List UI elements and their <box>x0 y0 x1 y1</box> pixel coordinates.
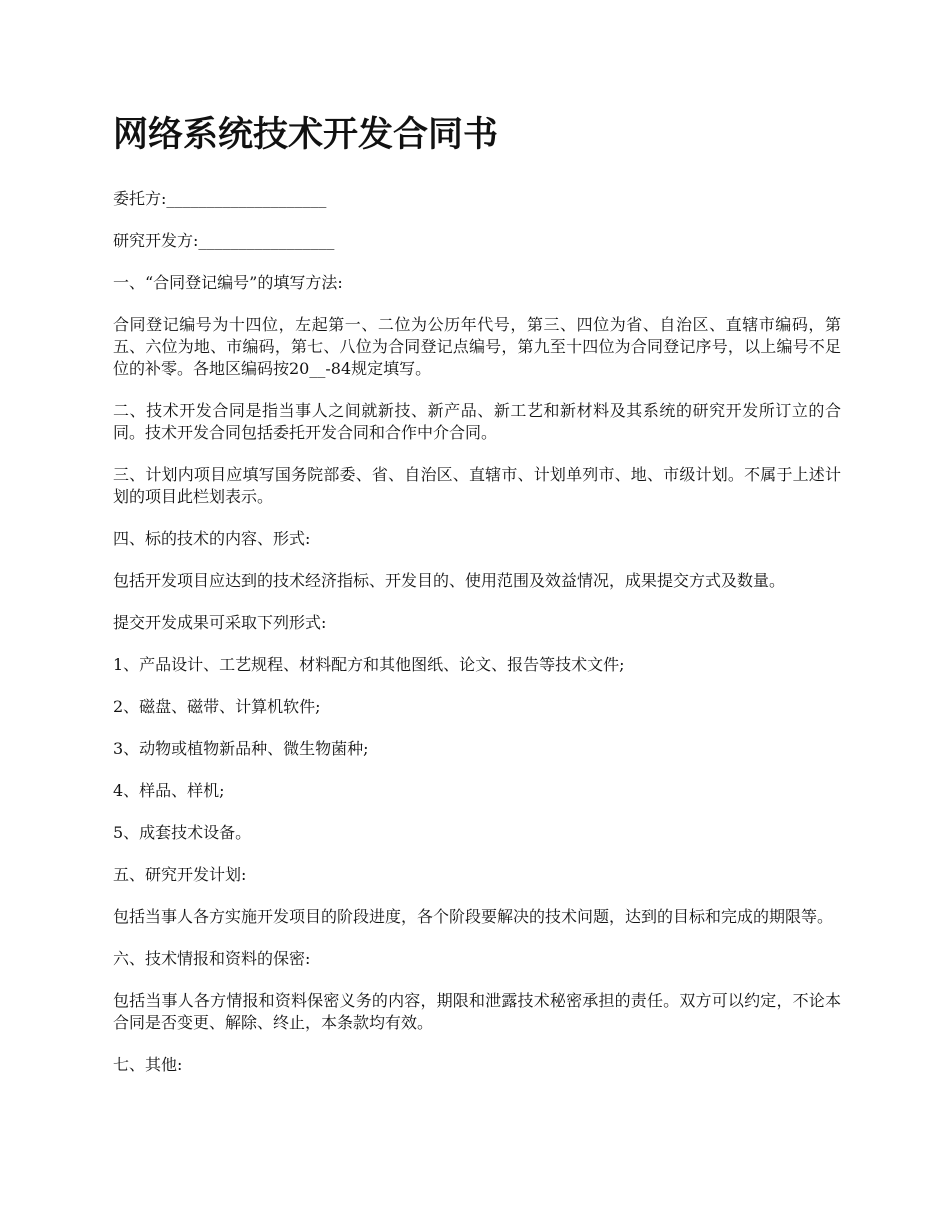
list-item: 1、产品设计、工艺规程、材料配方和其他图纸、论文、报告等技术文件; <box>113 655 625 674</box>
document-body <box>113 188 841 1076</box>
document-title: 网络系统技术开发合同书 <box>113 115 499 155</box>
paragraph: 合同登记编号为十四位，左起第一、二位为公历年代号，第三、四位为省、自治区、直辖市编码，第五、六位为地、市编码，第七、八位为合同登记点编号，第九至十四位为合同登记序号，以上编号不足位的补零。各地区编码按20__-84规定填写。 <box>113 315 841 378</box>
list-item: 5、成套技术设备。 <box>113 823 252 842</box>
section-heading: 七、其他: <box>113 1055 183 1074</box>
section-heading: 一、“合同登记编号”的填写方法: <box>113 273 343 292</box>
section-heading: 四、标的技术的内容、形式: <box>113 529 311 548</box>
list-item: 4、样品、样机; <box>113 781 225 800</box>
paragraph: 包括开发项目应达到的技术经济指标、开发目的、使用范围及效益情况，成果提交方式及数量。 <box>113 571 786 590</box>
paragraph: 包括当事人各方实施开发项目的阶段进度，各个阶段要解决的技术问题，达到的目标和完成的期限等。 <box>113 907 834 926</box>
list-item: 2、磁盘、磁带、计算机软件; <box>113 697 321 716</box>
paragraph: 二、技术开发合同是指当事人之间就新技、新产品、新工艺和新材料及其系统的研究开发所订立的合同。技术开发合同包括委托开发合同和合作中介合同。 <box>113 401 841 442</box>
paragraph: 三、计划内项目应填写国务院部委、省、自治区、直辖市、计划单列市、地、市级计划。不属于上述计划的项目此栏划表示。 <box>113 465 841 506</box>
developer-line: 研究开发方:_________________ <box>113 231 335 250</box>
section-heading: 五、研究开发计划: <box>113 865 247 884</box>
paragraph: 提交开发成果可采取下列形式: <box>113 613 327 632</box>
document-page <box>113 112 841 1096</box>
paragraph: 包括当事人各方情报和资料保密义务的内容，期限和泄露技术秘密承担的责任。双方可以约定，不论本合同是否变更、解除、终止，本条款均有效。 <box>113 991 841 1032</box>
client-line: 委托方:____________________ <box>113 189 327 208</box>
list-item: 3、动物或植物新品种、微生物菌种; <box>113 739 369 758</box>
section-heading: 六、技术情报和资料的保密: <box>113 949 311 968</box>
